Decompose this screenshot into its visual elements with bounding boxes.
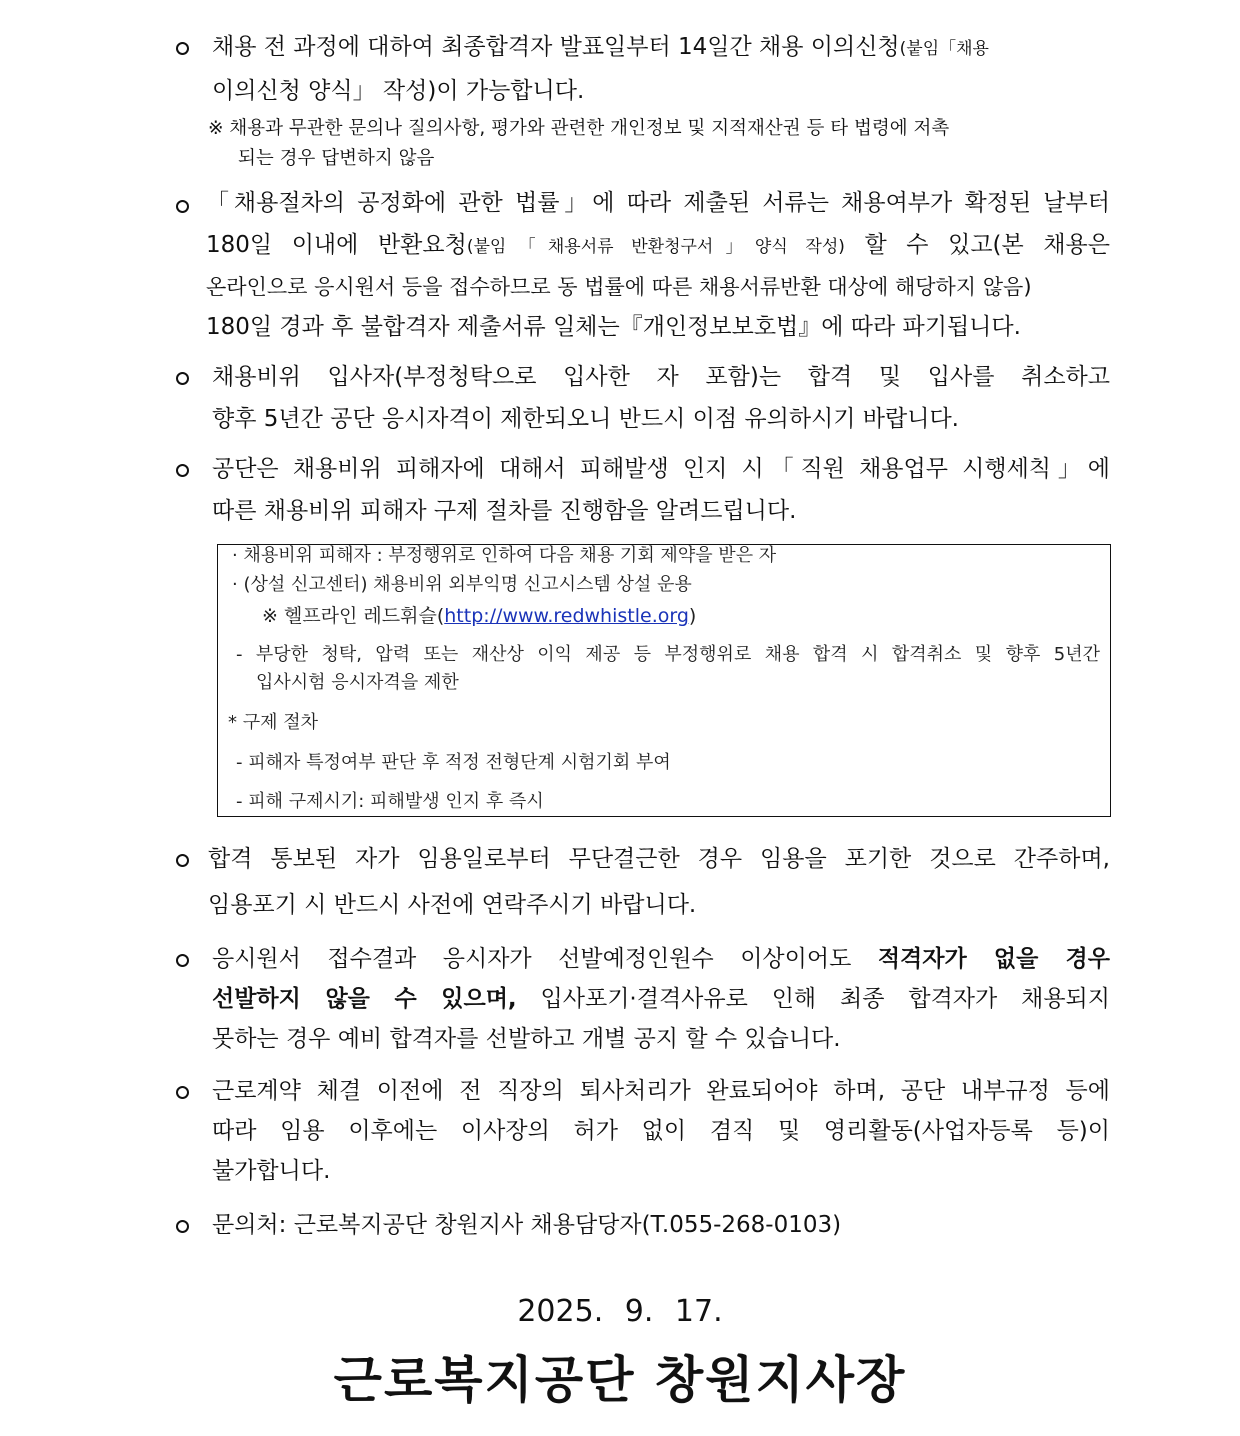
- notice-item-victim-relief: [176, 454, 1110, 534]
- notice-item-side-job: [176, 1076, 1110, 1196]
- item-text-line: 임용포기 시 반드시 사전에 연락주시기 바랍니다.: [208, 892, 697, 918]
- item-note: ※ 채용과 무관한 문의나 질의사항, 평가와 관련한 개인정보 및 지적재산권 등 타 법령에 저촉: [208, 118, 950, 139]
- item-text-line: 응시원서 접수결과 응시자가 선발예정인원수 이상이어도 적격자가 없을 경우: [212, 946, 1110, 972]
- notice-item-appeal: [176, 32, 1110, 182]
- item-text-line: 불가합니다.: [212, 1158, 331, 1184]
- box-line: - 부당한 청탁, 압력 또는 재산상 이익 제공 등 부정행위로 채용 합격 시 합격취소 및 향후 5년간: [236, 644, 1100, 665]
- notice-item-absence: [176, 844, 1110, 928]
- item-text-line: 채용비위 입사자(부정청탁으로 입사한 자 포함)는 합격 및 입사를 취소하고: [212, 364, 1110, 390]
- signature-issuer: 근로복지공단 창원지사장: [333, 1351, 907, 1409]
- contact-text: 문의처: 근로복지공단 창원지사 채용담당자(T.055-268-0103): [212, 1212, 842, 1238]
- circle-bullet-icon: [176, 372, 189, 385]
- item-text-line: 채용 전 과정에 대하여 최종합격자 발표일부터 14일간 채용 이의신청(붙임「채용: [212, 34, 989, 60]
- item-text-line: 180일 경과 후 불합격자 제출서류 일체는『개인정보보호법』에 따라 파기됩니다.: [206, 314, 1021, 340]
- circle-bullet-icon: [176, 1086, 189, 1099]
- item-text-line: 향후 5년간 공단 응시자격이 제한되오니 반드시 이점 유의하시기 바랍니다.: [212, 406, 959, 432]
- item-text-line: 「채용절차의 공정화에 관한 법률」에 따라 제출된 서류는 채용여부가 확정된 날부터: [206, 190, 1110, 216]
- item-text-line: 합격 통보된 자가 임용일로부터 무단결근한 경우 임용을 포기한 것으로 간주하며,: [208, 846, 1110, 872]
- circle-bullet-icon: [176, 954, 189, 967]
- item-text-line: 선발하지 않을 수 있으며, 입사포기·결격사유로 인해 최종 합격자가 채용되지: [212, 986, 1110, 1012]
- box-line: · (상설 신고센터) 채용비위 외부익명 신고시스템 상설 운용: [232, 574, 692, 595]
- box-line: * 구제 절차: [228, 712, 318, 733]
- circle-bullet-icon: [176, 42, 189, 55]
- item-text-line: 근로계약 체결 이전에 전 직장의 퇴사처리가 완료되어야 하며, 공단 내부규정 등에: [212, 1078, 1110, 1104]
- box-line: 입사시험 응시자격을 제한: [256, 672, 459, 693]
- notice-date: 2025. 9. 17.: [517, 1294, 723, 1329]
- circle-bullet-icon: [176, 464, 189, 477]
- item-text-line: 이의신청 양식」 작성)이 가능합니다.: [212, 78, 585, 104]
- redwhistle-link[interactable]: http://www.redwhistle.org: [444, 605, 689, 627]
- circle-bullet-icon: [176, 200, 189, 213]
- item-text-line: 못하는 경우 예비 합격자를 선발하고 개별 공지 할 수 있습니다.: [212, 1026, 841, 1052]
- notice-item-no-qualified: [176, 944, 1110, 1064]
- box-line: - 피해자 특정여부 판단 후 적정 전형단계 시험기회 부여: [236, 752, 671, 773]
- box-line: · 채용비위 피해자 : 부정행위로 인하여 다음 채용 기회 제약을 받은 자: [232, 545, 777, 566]
- circle-bullet-icon: [176, 854, 189, 867]
- box-line: ※ 헬프라인 레드휘슬(http://www.redwhistle.org): [262, 605, 697, 627]
- item-note: 되는 경우 답변하지 않음: [238, 148, 435, 169]
- notice-item-misconduct: [176, 362, 1110, 442]
- notice-item-document-return: [176, 188, 1110, 348]
- item-text-line: 공단은 채용비위 피해자에 대해서 피해발생 인지 시「직원 채용업무 시행세칙」에: [212, 456, 1110, 482]
- notice-item-contact: [176, 1210, 1110, 1244]
- item-text-line: 따른 채용비위 피해자 구제 절차를 진행함을 알려드립니다.: [212, 498, 797, 524]
- item-text-line: 온라인으로 응시원서 등을 접수하므로 동 법률에 따른 채용서류반환 대상에 해당하지 않음): [206, 275, 1032, 299]
- item-text-line: 따라 임용 이후에는 이사장의 허가 없이 겸직 및 영리활동(사업자등록 등)이: [212, 1118, 1110, 1144]
- relief-procedure-box: [217, 544, 1111, 817]
- item-text-line: 180일 이내에 반환요청(붙임「채용서류 반환청구서」양식 작성) 할 수 있고(본 채용은: [206, 232, 1110, 258]
- box-line: - 피해 구제시기: 피해발생 인지 후 즉시: [236, 791, 544, 812]
- circle-bullet-icon: [176, 1220, 189, 1233]
